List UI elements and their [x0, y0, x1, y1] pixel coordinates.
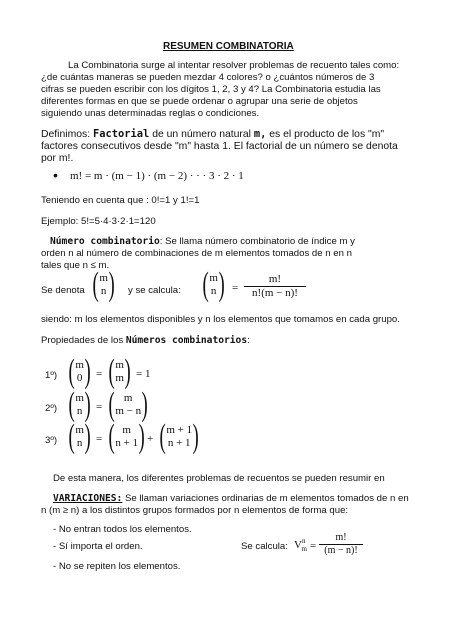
- property-3-label: 3º): [45, 435, 58, 446]
- propiedades-heading-text: Propiedades de los: [41, 335, 124, 346]
- binomial-bottom: n: [76, 405, 83, 417]
- equals-sign: =: [232, 282, 239, 294]
- bullet-icon: •: [53, 167, 58, 183]
- combinatorio-line-2: orden n al número de combinaciones de m elementos tomados de n en n: [41, 248, 352, 259]
- denota-label: Se denota: [41, 285, 85, 296]
- combinatorio-text: : Se llama número combinatorio de índice m y: [159, 236, 355, 247]
- binomial-bottom: m: [115, 372, 124, 384]
- factorial-definition-line-2: factores consecutivos desde "m" hasta 1. El factorial de un número se denota: [41, 141, 398, 152]
- binomial-bottom: n + 1: [167, 437, 191, 449]
- property-1-label: 1º): [45, 370, 58, 381]
- intro-line-3: cifras se pueden escribir con los dígitos 1, 2, 3 y 4? La Combinatoria estudia las: [41, 84, 381, 95]
- combinatorio-line-3: tales que n ≤ m.: [41, 260, 110, 271]
- binomial-top: m + 1: [166, 424, 193, 436]
- factorial-formula: m! = m · (m − 1) · (m − 2) · · · 3 · 2 · 1: [70, 170, 244, 182]
- intro-line-1: La Combinatoria surge al intentar resolver problemas de recuento tales como:: [68, 60, 400, 71]
- binomial-formula-bottom: n: [210, 285, 217, 297]
- binomial-top: m: [123, 392, 133, 404]
- binomial-formula-top: m: [209, 272, 218, 284]
- variation-subscript: m: [301, 545, 307, 553]
- combinatorio-fraction: [244, 273, 306, 300]
- equals-sign: =: [96, 401, 103, 413]
- variaciones-item-3: - No se repiten los elementos.: [53, 561, 181, 572]
- factorial-term: Factorial: [92, 128, 150, 140]
- binomial-bottom: 0: [76, 372, 83, 384]
- factorial-text-end: es el producto de los "m": [269, 129, 385, 140]
- combinatorio-term: Número combinatorio: [50, 236, 160, 247]
- binomial-m-n-plus-1: ( m n + 1 ): [108, 418, 145, 455]
- fraction-numerator: m!: [335, 532, 347, 543]
- binomial-top: m: [75, 359, 84, 371]
- binomial-m-0: ( m 0 ): [68, 353, 91, 390]
- equals-sign: =: [96, 368, 103, 380]
- equals-one: = 1: [136, 368, 151, 380]
- binomial-bottom: n: [76, 437, 83, 449]
- binomial-m-n: ( m n ): [68, 418, 91, 455]
- intro-line-4: diferentes formas en que se puede ordenar o agrupar una serie de objetos: [41, 96, 358, 107]
- variation-superscript: n: [301, 537, 306, 545]
- variaciones-fraction: [319, 532, 363, 557]
- binomial-top: m: [75, 392, 84, 404]
- fraction-denominator: (m − n)!: [324, 545, 358, 556]
- factorial-lead: Definimos:: [41, 129, 91, 140]
- binomial-m-n: ( m n ): [68, 386, 91, 423]
- binomial-m-m-minus-n: ( m m − n ): [108, 386, 148, 423]
- equals-sign: =: [96, 433, 103, 445]
- factorial-m: m,: [253, 128, 267, 140]
- variaciones-text: Se llaman variaciones ordinarias de m elementos tomados de n en: [124, 493, 409, 504]
- property-2-label: 2º): [45, 403, 58, 414]
- binomial-m-m: ( m m ): [108, 353, 131, 390]
- equals-sign: =: [310, 540, 317, 552]
- page-title: RESUMEN COMBINATORIA: [163, 41, 294, 52]
- recuentos-text: De esta manera, los diferentes problemas de recuentos se pueden resumir en: [53, 473, 385, 484]
- binomial-bottom: n + 1: [115, 437, 139, 449]
- variaciones-line-2: n (m ≥ n) a los distintos grupos formados por n elementos de forma que:: [41, 505, 349, 516]
- binomial-bottom: m − n: [115, 405, 142, 417]
- plus-sign: +: [147, 433, 154, 445]
- combinatorio-line-1: [50, 236, 355, 247]
- binomial-top: m: [122, 424, 131, 436]
- binomial-m-n: ( m n ): [92, 266, 115, 303]
- propiedades-heading: [41, 335, 250, 346]
- variation-v: V: [294, 539, 302, 551]
- binomial-top: m: [115, 359, 124, 371]
- intro-line-2: ¿de cuántas maneras se pueden mezdar 4 colores? o ¿cuántos números de 3: [41, 72, 375, 83]
- fraction-numerator: m!: [268, 273, 282, 285]
- propiedades-heading-end: :: [247, 335, 250, 346]
- binomial-bottom: n: [100, 285, 107, 297]
- intro-line-5: siguiendo unas determinadas reglas o condiciones.: [41, 108, 260, 119]
- factorial-definition-line-1: [41, 129, 384, 140]
- binomial-m-plus-1-n-plus-1: ( m + 1 n + 1 ): [159, 418, 199, 455]
- variaciones-item-2: - Sí importa el orden.: [53, 541, 143, 552]
- variaciones-term: VARIACIONES:: [53, 493, 123, 504]
- variaciones-item-1: - No entran todos los elementos.: [53, 524, 192, 535]
- factorial-example: Ejemplo: 5!=5·4·3·2·1=120: [41, 216, 156, 227]
- binomial-top: m: [75, 424, 84, 436]
- variaciones-calcula-label: Se calcula:: [241, 541, 288, 552]
- propiedades-heading-term: Números combinatorios: [125, 335, 248, 346]
- siendo-text: siendo: m los elementos disponibles y n los elementos que tomamos en cada grupo.: [41, 314, 400, 325]
- binomial-top: m: [99, 272, 108, 284]
- value-one: 1: [144, 368, 151, 380]
- variaciones-line-1: [53, 493, 409, 504]
- calcula-label: y se calcula:: [128, 285, 181, 296]
- factorial-definition-line-3: por m!.: [41, 153, 74, 164]
- variaciones-symbol: [294, 537, 311, 553]
- factorial-note: Teniendo en cuenta que : 0!=1 y 1!=1: [41, 195, 200, 206]
- factorial-text: de un número natural: [152, 129, 251, 140]
- fraction-denominator: n!(m − n)!: [252, 287, 298, 299]
- binomial-m-n-formula: ( m n ): [202, 266, 225, 303]
